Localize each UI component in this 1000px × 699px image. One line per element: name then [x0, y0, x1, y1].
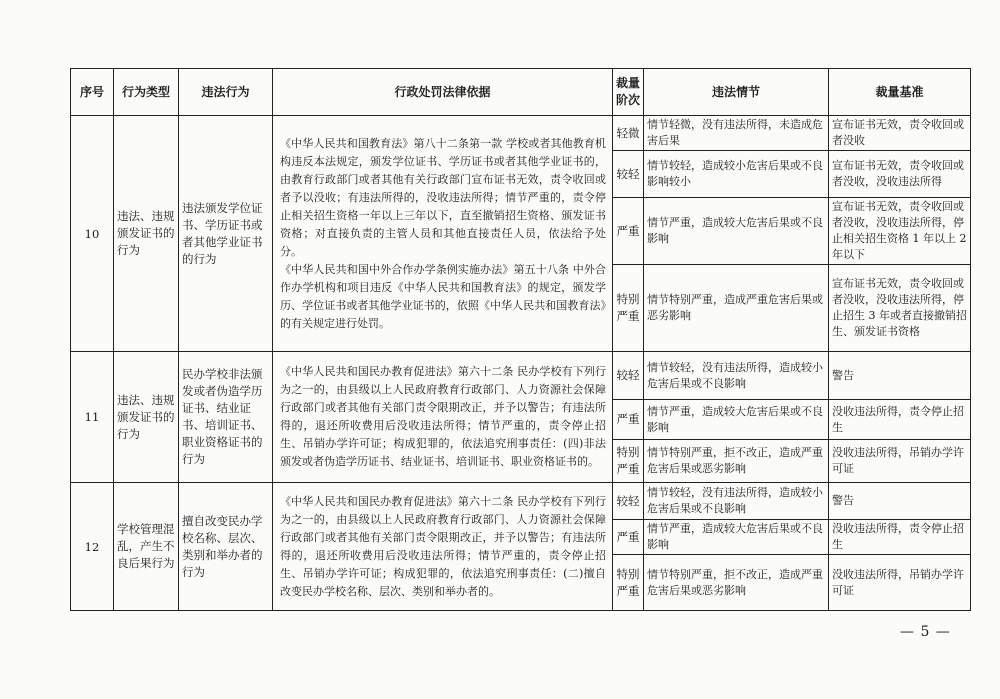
circumstance-cell: 情节严重，造成较大危害后果或不良影响 — [644, 198, 829, 265]
level-cell: 较轻 — [613, 483, 644, 520]
behavior-type-cell: 学校管理混乱，产生不良后果行为 — [114, 483, 179, 611]
standard-cell: 没收违法所得，吊销办学许可证 — [829, 555, 971, 611]
standard-cell: 警告 — [829, 483, 971, 520]
circumstance-cell: 情节特别严重，拒不改正，造成严重危害后果或恶劣影响 — [644, 555, 829, 611]
standard-cell: 没收违法所得，责令停止招生 — [829, 400, 971, 440]
header-behavior-type: 行为类型 — [114, 69, 179, 116]
header-level: 裁量阶次 — [613, 69, 644, 116]
violation-cell: 违法颁发学位证书、学历证书或者其他学业证书的行为 — [179, 116, 273, 352]
circumstance-cell: 情节较轻，没有违法所得，造成较小危害后果或不良影响 — [644, 352, 829, 400]
behavior-type-cell: 违法、违规颁发证书的行为 — [114, 116, 179, 352]
table-header-row — [71, 69, 971, 116]
legal-basis-cell — [273, 352, 613, 483]
header-seq: 序号 — [71, 69, 114, 116]
table-row — [71, 483, 971, 520]
legal-basis-paragraph: 《中华人民共和国教育法》第八十二条第一款 学校或者其他教育机构违反本法规定，颁发学位证书、学历证书或者其他学业证书的，由教育行政部门或者其他有关行政部门宣布证书无效，责令收回或者予以没收；有违法所得的，没收违法所得；情节严重的，责令停止相关招生资格一年以上三年以下，直至撤销招生资格、颁发证书资格；对直接负责的主管人员和其他直接责任人员，依法给予处分。 — [280, 136, 606, 258]
header-standard: 裁量基准 — [829, 69, 971, 116]
circumstance-cell: 情节较轻，没有违法所得，造成较小危害后果或不良影响 — [644, 483, 829, 520]
legal-basis-cell — [273, 483, 613, 611]
standard-cell: 宣布证书无效，责令收回或者没收，没收违法所得，停止招生 3 年或者直接撤销招生、颁发证书资格 — [829, 265, 971, 352]
level-cell: 较轻 — [613, 151, 644, 198]
standard-cell: 宣布证书无效，责令收回或者没收，没收违法所得 — [829, 151, 971, 198]
standard-cell: 宣布证书无效，责令收回或者没收，没收违法所得，停止相关招生资格 1 年以上 2 年以下 — [829, 198, 971, 265]
seq-cell: 12 — [71, 483, 114, 611]
header-legal-basis: 行政处罚法律依据 — [273, 69, 613, 116]
header-violation: 违法行为 — [179, 69, 273, 116]
violation-cell: 民办学校非法颁发或者伪造学历证书、结业证书、培训证书、职业资格证书的行为 — [179, 352, 273, 483]
legal-basis-paragraph: 《中华人民共和国民办教育促进法》第六十二条 民办学校有下列行为之一的，由县级以上人民政府教育行政部门、人力资源社会保障行政部门或者其他有关部门责令限期改正，并予以警告；有违法所得的，退还所收费用后没收违法所得；情节严重的，责令停止招生、吊销办学许可证；构成犯罪的，依法追究刑事责任：(四)非法颁发或者伪造学历证书、结业证书、培训证书、职业资格证书的。 — [280, 365, 606, 468]
standard-cell: 没收违法所得，吊销办学许可证 — [829, 440, 971, 483]
legal-basis-paragraph: 《中华人民共和国中外合作办学条例实施办法》第五十八条 中外合作办学机构和项目违反《中华人民共和国教育法》的规定，颁发学历、学位证书或者其他学业证书的，依照《中华人民共和国教育法》的有关规定进行处罚。 — [280, 262, 606, 330]
seq-cell: 11 — [71, 352, 114, 483]
behavior-type-cell: 违法、违规颁发证书的行为 — [114, 352, 179, 483]
level-cell: 特别严重 — [613, 265, 644, 352]
level-cell: 严重 — [613, 400, 644, 440]
standard-cell: 宣布证书无效，责令收回或者没收 — [829, 116, 971, 151]
table-row — [71, 116, 971, 151]
seq-cell: 10 — [71, 116, 114, 352]
header-circumstance: 违法情节 — [644, 69, 829, 116]
circumstance-cell: 情节严重，造成较大危害后果或不良影响 — [644, 520, 829, 555]
level-cell: 轻微 — [613, 116, 644, 151]
page-number: — 5 — — [900, 624, 951, 640]
level-cell: 特别严重 — [613, 555, 644, 611]
circumstance-cell: 情节轻微，没有违法所得，未造成危害后果 — [644, 116, 829, 151]
standard-cell: 警告 — [829, 352, 971, 400]
circumstance-cell: 情节特别严重，拒不改正，造成严重危害后果或恶劣影响 — [644, 440, 829, 483]
table-row — [71, 352, 971, 400]
level-cell: 特别严重 — [613, 440, 644, 483]
circumstance-cell: 情节严重，造成较大危害后果或不良影响 — [644, 400, 829, 440]
standard-cell: 没收违法所得，责令停止招生 — [829, 520, 971, 555]
circumstance-cell: 情节较轻，造成较小危害后果或不良影响较小 — [644, 151, 829, 198]
circumstance-cell: 情节特别严重，造成严重危害后果或恶劣影响 — [644, 265, 829, 352]
level-cell: 较轻 — [613, 352, 644, 400]
violation-cell: 擅自改变民办学校名称、层次、类别和举办者的行为 — [179, 483, 273, 611]
legal-basis-cell — [273, 116, 613, 352]
legal-basis-paragraph: 《中华人民共和国民办教育促进法》第六十二条 民办学校有下列行为之一的，由县级以上人民政府教育行政部门、人力资源社会保障行政部门或者其他有关部门责令限期改正，并予以警告；有违法所得的，退还所收费用后没收违法所得；情节严重的，责令停止招生、吊销办学许可证；构成犯罪的，依法追究刑事责任：(二)擅自改变民办学校名称、层次、类别和举办者的。 — [280, 494, 606, 598]
penalty-discretion-table — [70, 68, 971, 611]
level-cell: 严重 — [613, 520, 644, 555]
level-cell: 严重 — [613, 198, 644, 265]
